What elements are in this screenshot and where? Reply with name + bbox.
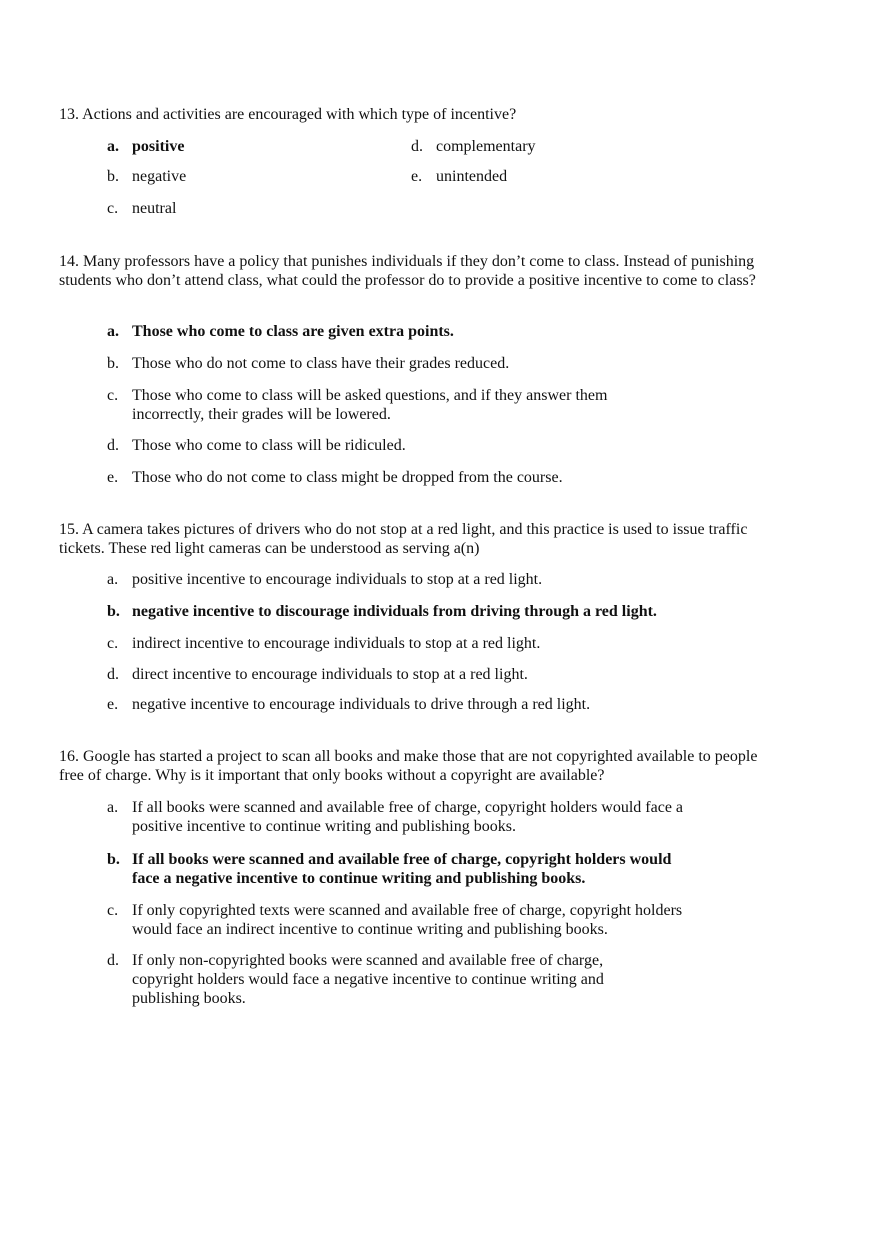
question-13-option-c xyxy=(107,199,397,218)
option-text: unintended xyxy=(436,168,508,185)
option-letter: d. xyxy=(107,952,119,969)
question-16-option-a xyxy=(107,798,692,836)
option-letter: c. xyxy=(107,902,119,919)
question-15-option-a xyxy=(107,570,757,589)
question-15-option-e xyxy=(107,695,757,714)
option-letter: b. xyxy=(107,603,120,620)
option-letter: b. xyxy=(107,851,120,868)
option-text: Those who come to class are given extra points. xyxy=(132,323,454,340)
option-letter: c. xyxy=(107,200,119,217)
question-15-option-b xyxy=(107,602,767,621)
question-14-option-a xyxy=(107,322,707,341)
option-text: Those who come to class will be asked questions, and if they answer them incorrectly, their grades will be lowered. xyxy=(132,387,608,423)
question-15-option-d xyxy=(107,665,757,684)
option-text: positive xyxy=(132,138,185,155)
question-14 xyxy=(59,252,771,290)
option-text: Those who do not come to class might be dropped from the course. xyxy=(132,469,563,486)
option-letter: e. xyxy=(107,696,119,713)
option-letter: c. xyxy=(107,387,119,404)
question-14-option-e xyxy=(107,468,727,487)
option-letter: c. xyxy=(107,635,119,652)
question-13-option-d xyxy=(411,137,711,156)
question-13-option-a xyxy=(107,137,397,156)
option-text: negative incentive to encourage individuals to drive through a red light. xyxy=(132,696,591,713)
option-text: neutral xyxy=(132,200,177,217)
question-15 xyxy=(59,520,771,558)
question-13 xyxy=(59,105,779,124)
question-13-option-b xyxy=(107,167,397,186)
option-text: If only copyrighted texts were scanned and available free of charge, copyright holders would face an indirect incentive to continue writing and publishing books. xyxy=(132,902,683,938)
option-text: positive incentive to encourage individuals to stop at a red light. xyxy=(132,571,543,588)
question-16-option-d xyxy=(107,951,655,1008)
question-16 xyxy=(59,747,771,785)
question-14-text: 14. Many professors have a policy that punishes individuals if they don’t come to class. Instead of punishing students who don’t attend class, what could the professor do to provide a positive incentive to come to class? xyxy=(59,253,756,289)
option-text: complementary xyxy=(436,138,536,155)
question-14-option-d xyxy=(107,436,707,455)
question-14-option-c xyxy=(107,386,667,424)
option-text: If only non-copyrighted books were scanned and available free of charge, copyright holders would face a negative incentive to continue writing and publishing books. xyxy=(132,952,604,1007)
question-13-option-e xyxy=(411,167,711,186)
option-letter: a. xyxy=(107,138,119,155)
question-16-option-c xyxy=(107,901,707,939)
option-text: If all books were scanned and available free of charge, copyright holders would face a positive incentive to continue writing and publishing books. xyxy=(132,799,684,835)
option-letter: b. xyxy=(107,355,119,372)
option-letter: b. xyxy=(107,168,119,185)
option-text: negative incentive to discourage individuals from driving through a red light. xyxy=(132,603,657,620)
option-text: Those who come to class will be ridiculed. xyxy=(132,437,406,454)
option-text: Those who do not come to class have their grades reduced. xyxy=(132,355,510,372)
option-text: negative xyxy=(132,168,187,185)
option-letter: a. xyxy=(107,571,119,588)
option-letter: d. xyxy=(107,666,119,683)
option-text: direct incentive to encourage individuals to stop at a red light. xyxy=(132,666,528,683)
option-letter: a. xyxy=(107,799,119,816)
option-letter: e. xyxy=(107,469,119,486)
option-letter: a. xyxy=(107,323,119,340)
question-14-option-b xyxy=(107,354,707,373)
question-13-text: 13. Actions and activities are encouraged with which type of incentive? xyxy=(59,106,517,123)
option-letter: d. xyxy=(107,437,119,454)
option-letter: d. xyxy=(411,138,423,155)
question-16-option-b xyxy=(107,850,692,888)
question-16-text: 16. Google has started a project to scan all books and make those that are not copyrighted available to people free of charge. Why is it important that only books without a copyright are available? xyxy=(59,748,758,784)
option-text: If all books were scanned and available free of charge, copyright holders would face a negative incentive to continue writing and publishing books. xyxy=(132,851,672,887)
option-text: indirect incentive to encourage individuals to stop at a red light. xyxy=(132,635,541,652)
question-15-text: 15. A camera takes pictures of drivers who do not stop at a red light, and this practice is used to issue traffic tickets. These red light cameras can be understood as serving a(n) xyxy=(59,521,748,557)
option-letter: e. xyxy=(411,168,423,185)
question-15-option-c xyxy=(107,634,757,653)
